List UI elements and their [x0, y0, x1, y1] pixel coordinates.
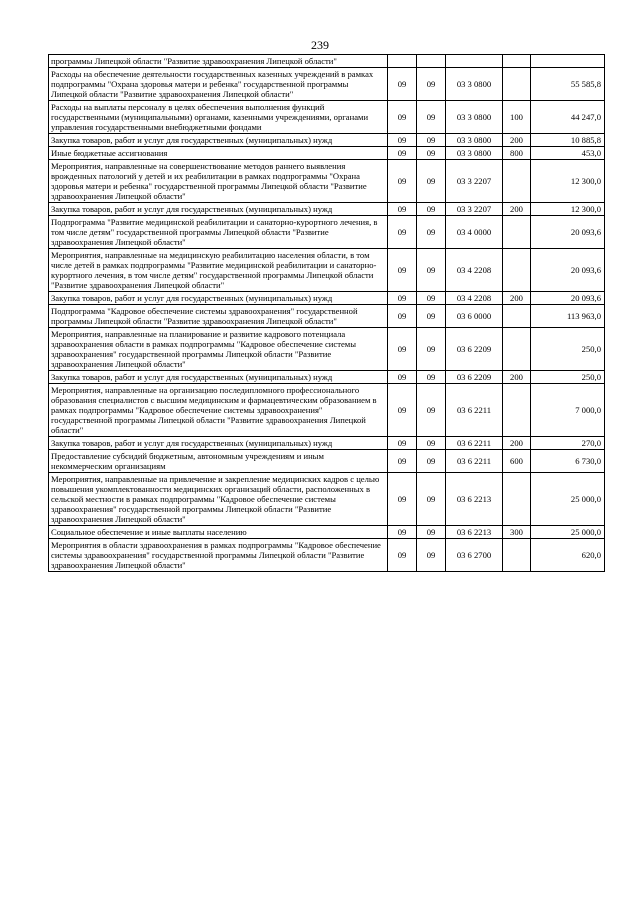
target-item-cell: 03 6 2209: [446, 328, 503, 371]
expense-type-cell: [503, 305, 531, 328]
row-name-cell: Мероприятия, направленные на планирование и развитие кадрового потенциала здравоохранения области в рамках подпрограммы "Кадровое обеспечение системы здравоохранения" государственной программы Липецкой области "Развитие здравоохранения Липецкой области": [49, 328, 388, 371]
amount-cell: 453,0: [531, 147, 605, 160]
target-item-cell: 03 3 0800: [446, 101, 503, 134]
section-code-cell: 09: [388, 526, 417, 539]
amount-cell: 20 093,6: [531, 216, 605, 249]
subsection-code-cell: 09: [417, 328, 446, 371]
table-row: [49, 539, 605, 572]
row-name-cell: программы Липецкой области "Развитие здравоохранения Липецкой области": [49, 55, 388, 68]
section-code-cell: 09: [388, 203, 417, 216]
row-name-cell: Расходы на обеспечение деятельности государственных казенных учреждений в рамках подпрограммы "Охрана здоровья матери и ребенка" государственной программы Липецкой области "Развитие здравоохранения Липецкой области": [49, 68, 388, 101]
table-row: [49, 55, 605, 68]
table-row: [49, 134, 605, 147]
row-name-cell: Социальное обеспечение и иные выплаты населению: [49, 526, 388, 539]
target-item-cell: [446, 55, 503, 68]
table-row: [49, 160, 605, 203]
expense-type-cell: [503, 216, 531, 249]
section-code-cell: 09: [388, 249, 417, 292]
section-code-cell: 09: [388, 437, 417, 450]
table-row: [49, 437, 605, 450]
target-item-cell: 03 6 2211: [446, 450, 503, 473]
target-item-cell: 03 4 0000: [446, 216, 503, 249]
target-item-cell: 03 4 2208: [446, 292, 503, 305]
expense-type-cell: [503, 68, 531, 101]
amount-cell: [531, 55, 605, 68]
row-name-cell: Расходы на выплаты персоналу в целях обеспечения выполнения функций государственными (муниципальными) органами, казенными учреждениями, органами управления государственными внебюджетными фондами: [49, 101, 388, 134]
expense-type-cell: [503, 249, 531, 292]
table-row: [49, 68, 605, 101]
table-row: [49, 526, 605, 539]
subsection-code-cell: 09: [417, 292, 446, 305]
amount-cell: 20 093,6: [531, 292, 605, 305]
row-name-cell: Подпрограмма "Кадровое обеспечение системы здравоохранения" государственной программы Липецкой области "Развитие здравоохранения Липецкой области": [49, 305, 388, 328]
row-name-cell: Мероприятия в области здравоохранения в рамках подпрограммы "Кадровое обеспечение системы здравоохранения" государственной программы Липецкой области "Развитие здравоохранения Липецкой области": [49, 539, 388, 572]
table-row: [49, 101, 605, 134]
expense-type-cell: 200: [503, 371, 531, 384]
subsection-code-cell: 09: [417, 384, 446, 437]
section-code-cell: [388, 55, 417, 68]
target-item-cell: 03 3 0800: [446, 68, 503, 101]
expense-type-cell: 600: [503, 450, 531, 473]
subsection-code-cell: 09: [417, 526, 446, 539]
section-code-cell: 09: [388, 473, 417, 526]
subsection-code-cell: 09: [417, 371, 446, 384]
amount-cell: 10 885,8: [531, 134, 605, 147]
amount-cell: 25 000,0: [531, 526, 605, 539]
subsection-code-cell: 09: [417, 450, 446, 473]
table-row: [49, 216, 605, 249]
amount-cell: 55 585,8: [531, 68, 605, 101]
amount-cell: 7 000,0: [531, 384, 605, 437]
section-code-cell: 09: [388, 147, 417, 160]
row-name-cell: Мероприятия, направленные на организацию последипломного профессионального образования специалистов с высшим медицинским и фармацевтическим образованием в рамках подпрограммы "Кадровое обеспечение системы здравоохранения" государственной программы Липецкой области "Развитие здравоохранения Липецкой области": [49, 384, 388, 437]
amount-cell: 12 300,0: [531, 203, 605, 216]
subsection-code-cell: 09: [417, 68, 446, 101]
expense-type-cell: [503, 539, 531, 572]
target-item-cell: 03 3 2207: [446, 160, 503, 203]
table-row: [49, 328, 605, 371]
expense-type-cell: [503, 473, 531, 526]
amount-cell: 250,0: [531, 328, 605, 371]
expense-type-cell: [503, 328, 531, 371]
table-row: [49, 473, 605, 526]
row-name-cell: Закупка товаров, работ и услуг для государственных (муниципальных) нужд: [49, 437, 388, 450]
row-name-cell: Закупка товаров, работ и услуг для государственных (муниципальных) нужд: [49, 134, 388, 147]
section-code-cell: 09: [388, 305, 417, 328]
table-row: [49, 305, 605, 328]
subsection-code-cell: 09: [417, 539, 446, 572]
row-name-cell: Закупка товаров, работ и услуг для государственных (муниципальных) нужд: [49, 371, 388, 384]
section-code-cell: 09: [388, 292, 417, 305]
amount-cell: 25 000,0: [531, 473, 605, 526]
table-row: [49, 371, 605, 384]
section-code-cell: 09: [388, 216, 417, 249]
expense-type-cell: 200: [503, 292, 531, 305]
table-row: [49, 292, 605, 305]
subsection-code-cell: 09: [417, 473, 446, 526]
subsection-code-cell: [417, 55, 446, 68]
amount-cell: 270,0: [531, 437, 605, 450]
row-name-cell: Мероприятия, направленные на привлечение и закрепление медицинских кадров с целью повышения укомплектованности медицинских организаций области, расположенных в сельской местности в рамках подпрограммы "Кадровое обеспечение системы здравоохранения" государственной программы Липецкой области "Развитие здравоохранения Липецкой области": [49, 473, 388, 526]
amount-cell: 20 093,6: [531, 249, 605, 292]
row-name-cell: Подпрограмма "Развитие медицинской реабилитации и санаторно-курортного лечения, в том числе детям" государственной программы Липецкой области "Развитие здравоохранения Липецкой области": [49, 216, 388, 249]
row-name-cell: Мероприятия, направленные на медицинскую реабилитацию населения области, в том числе детей в рамках подпрограммы "Развитие медицинской реабилитации и санаторно-курортного лечения, в том числе детям" государственной программы Липецкой области "Развитие здравоохранения Липецкой области": [49, 249, 388, 292]
target-item-cell: 03 6 2209: [446, 371, 503, 384]
section-code-cell: 09: [388, 539, 417, 572]
table-row: [49, 450, 605, 473]
amount-cell: 620,0: [531, 539, 605, 572]
target-item-cell: 03 3 2207: [446, 203, 503, 216]
expense-type-cell: 200: [503, 203, 531, 216]
section-code-cell: 09: [388, 134, 417, 147]
table-row: [49, 203, 605, 216]
expense-type-cell: 200: [503, 437, 531, 450]
target-item-cell: 03 6 2700: [446, 539, 503, 572]
section-code-cell: 09: [388, 68, 417, 101]
target-item-cell: 03 6 2213: [446, 526, 503, 539]
subsection-code-cell: 09: [417, 437, 446, 450]
subsection-code-cell: 09: [417, 216, 446, 249]
row-name-cell: Иные бюджетные ассигнования: [49, 147, 388, 160]
subsection-code-cell: 09: [417, 249, 446, 292]
target-item-cell: 03 6 2211: [446, 384, 503, 437]
amount-cell: 12 300,0: [531, 160, 605, 203]
subsection-code-cell: 09: [417, 101, 446, 134]
expense-type-cell: [503, 55, 531, 68]
section-code-cell: 09: [388, 384, 417, 437]
expense-type-cell: 300: [503, 526, 531, 539]
subsection-code-cell: 09: [417, 160, 446, 203]
table-row: [49, 384, 605, 437]
row-name-cell: Закупка товаров, работ и услуг для государственных (муниципальных) нужд: [49, 203, 388, 216]
section-code-cell: 09: [388, 160, 417, 203]
amount-cell: 44 247,0: [531, 101, 605, 134]
subsection-code-cell: 09: [417, 305, 446, 328]
expense-type-cell: [503, 384, 531, 437]
subsection-code-cell: 09: [417, 147, 446, 160]
expense-type-cell: 800: [503, 147, 531, 160]
page-number: 239: [311, 38, 329, 52]
target-item-cell: 03 3 0800: [446, 134, 503, 147]
target-item-cell: 03 6 0000: [446, 305, 503, 328]
target-item-cell: 03 3 0800: [446, 147, 503, 160]
expense-type-cell: [503, 160, 531, 203]
section-code-cell: 09: [388, 101, 417, 134]
section-code-cell: 09: [388, 328, 417, 371]
section-code-cell: 09: [388, 450, 417, 473]
expense-type-cell: 200: [503, 134, 531, 147]
subsection-code-cell: 09: [417, 203, 446, 216]
target-item-cell: 03 4 2208: [446, 249, 503, 292]
amount-cell: 250,0: [531, 371, 605, 384]
table-row: [49, 147, 605, 160]
amount-cell: 113 963,0: [531, 305, 605, 328]
target-item-cell: 03 6 2211: [446, 437, 503, 450]
row-name-cell: Мероприятия, направленные на совершенствование методов раннего выявления врожденных патологий у детей и их реабилитации в рамках подпрограммы "Охрана здоровья матери и ребенка" государственной программы Липецкой области "Развитие здравоохранения Липецкой области": [49, 160, 388, 203]
target-item-cell: 03 6 2213: [446, 473, 503, 526]
amount-cell: 6 730,0: [531, 450, 605, 473]
expense-type-cell: 100: [503, 101, 531, 134]
budget-table: [48, 54, 605, 572]
row-name-cell: Закупка товаров, работ и услуг для государственных (муниципальных) нужд: [49, 292, 388, 305]
section-code-cell: 09: [388, 371, 417, 384]
row-name-cell: Предоставление субсидий бюджетным, автономным учреждениям и иным некоммерческим организациям: [49, 450, 388, 473]
subsection-code-cell: 09: [417, 134, 446, 147]
table-row: [49, 249, 605, 292]
